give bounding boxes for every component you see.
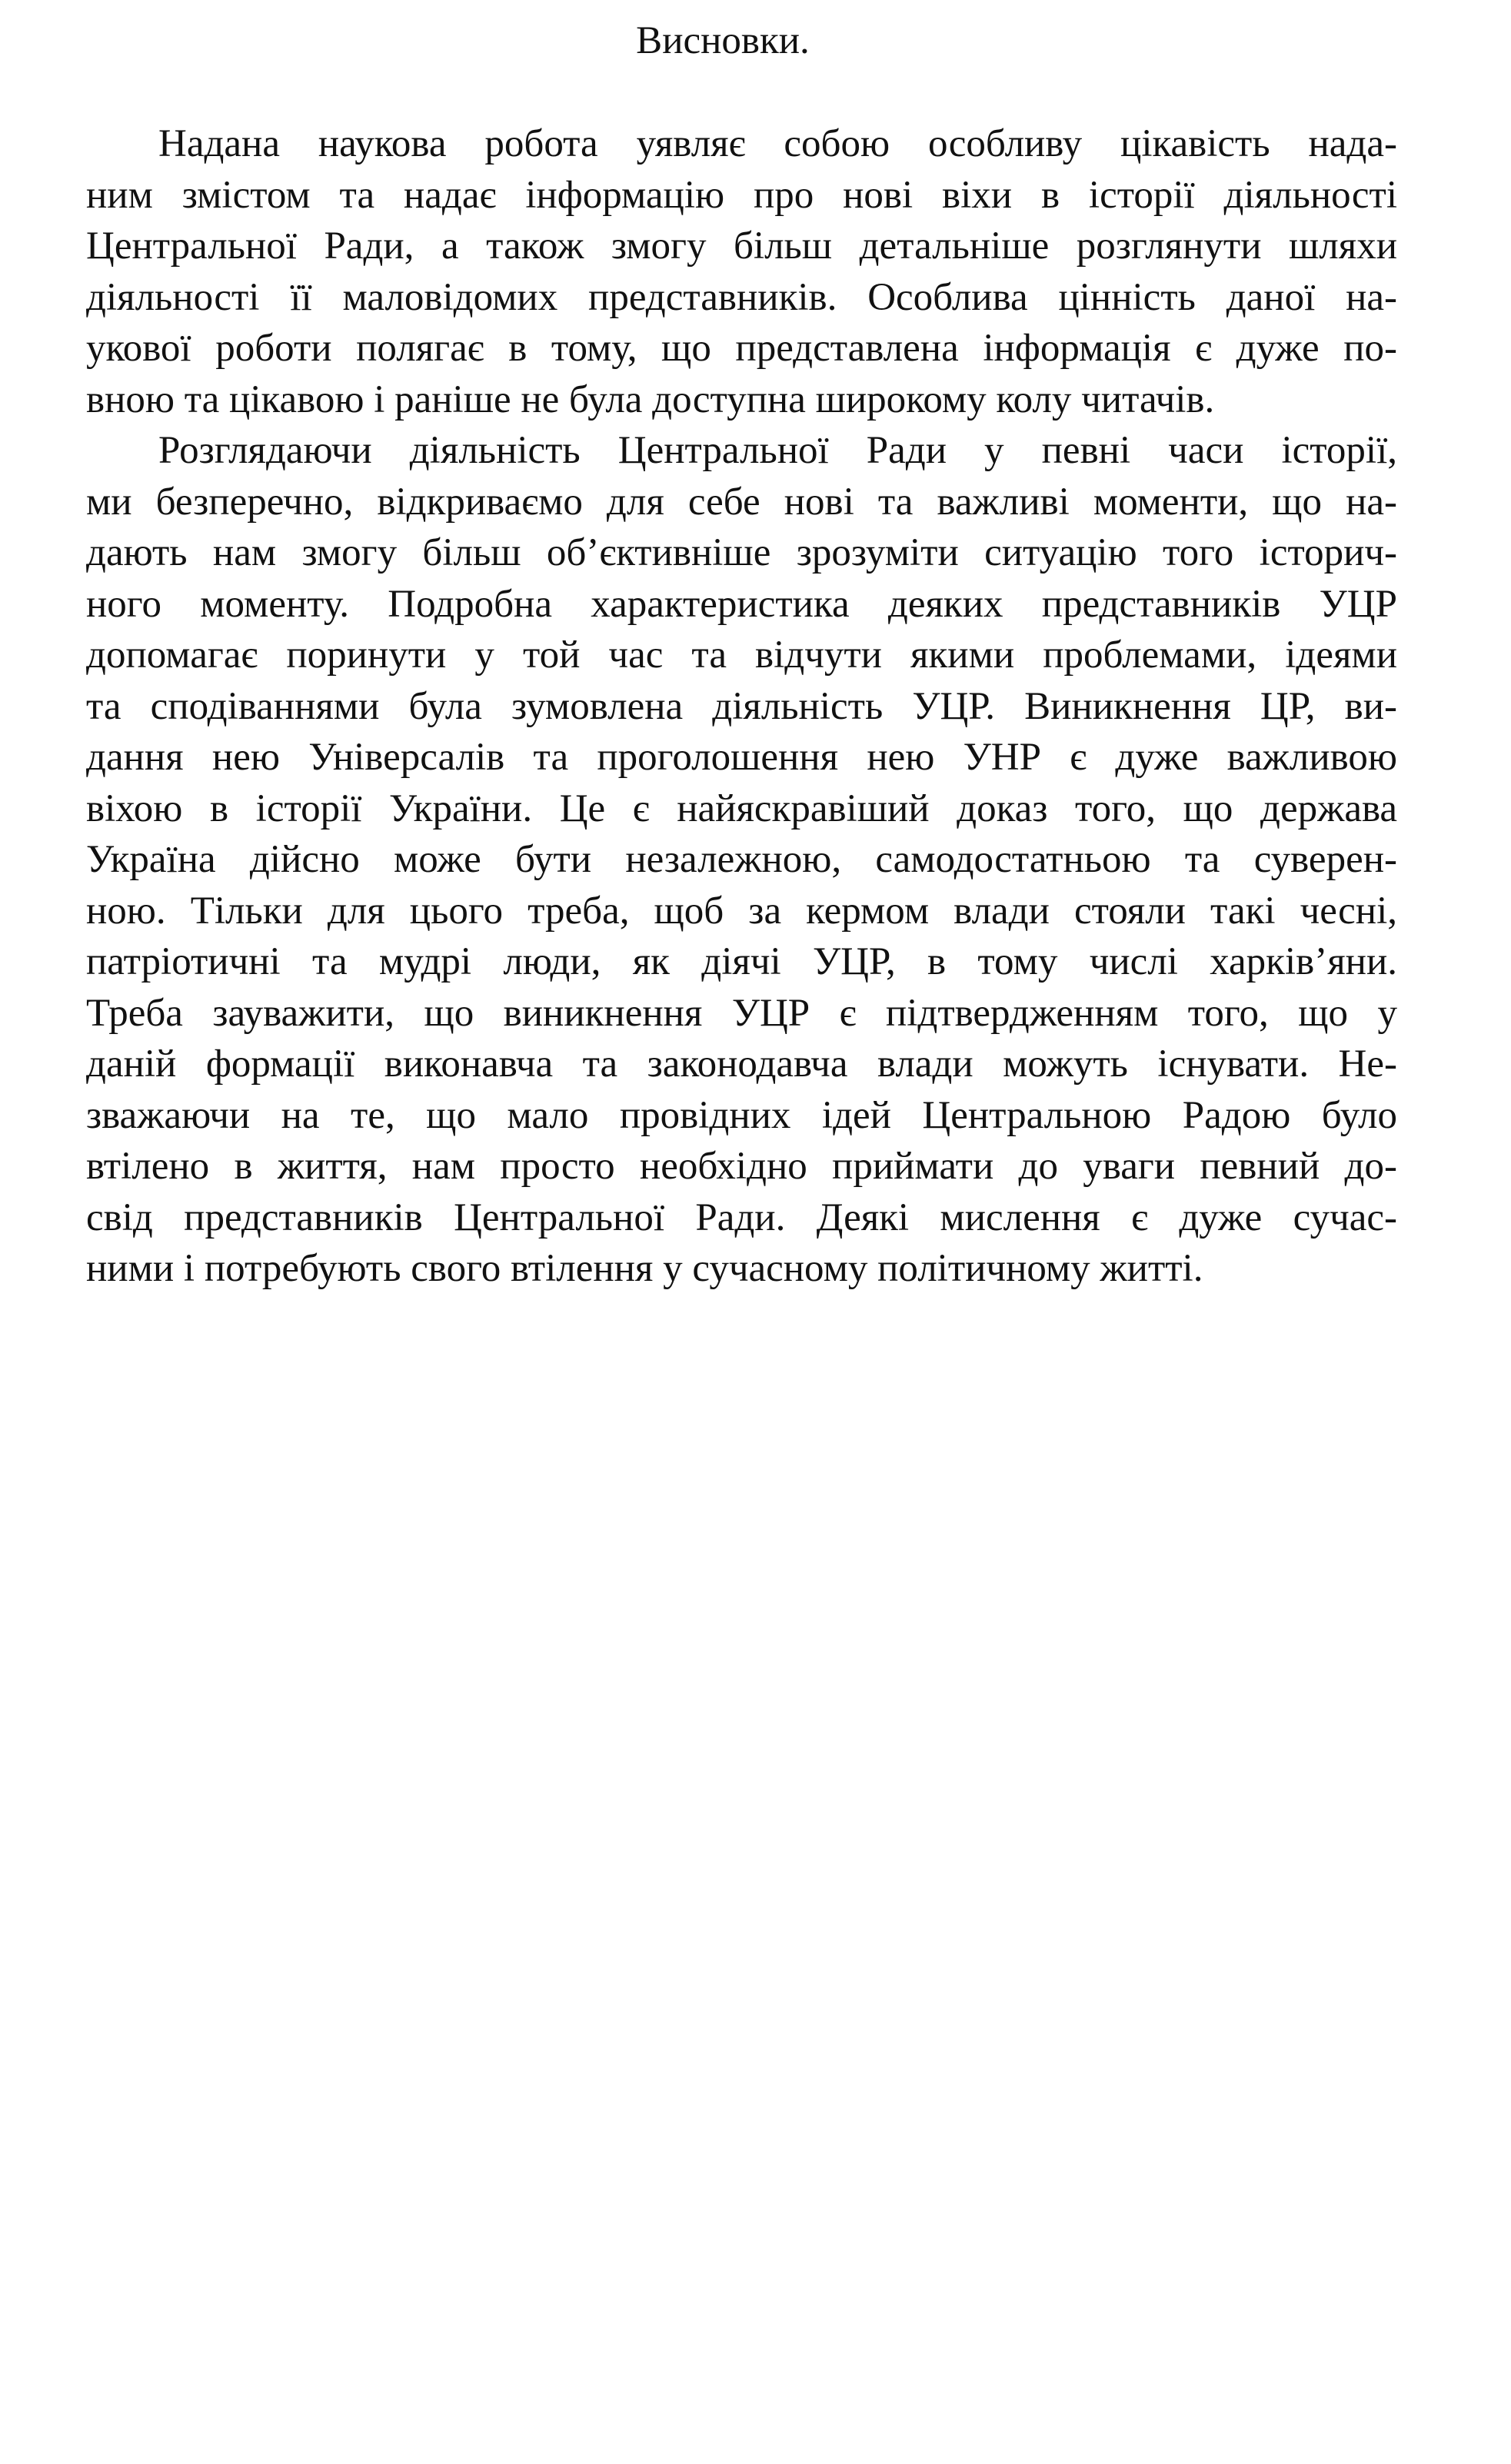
text-line: втілено в життя, нам просто необхідно приймати до уваги певний до- [86, 1145, 1397, 1188]
text-line: свід представників Центральної Ради. Деякі мислення є дуже сучас- [86, 1195, 1397, 1239]
text-line: Центральної Ради, а також змогу більш детальніше розглянути шляхи [86, 224, 1397, 268]
text-line: дання нею Універсалів та проголошення нею УНР є дуже важливою [86, 736, 1397, 779]
text-line: вною та цікавою і раніше не була доступна широкому колу читачів. [86, 377, 1215, 421]
text-line: Україна дійсно може бути незалежною, самодостатньою та суверен- [86, 838, 1397, 881]
text-line: Надана наукова робота уявляє собою особливу цікавість нада- [158, 122, 1397, 165]
text-line: ми безперечно, відкриваємо для себе нові та важливі моменти, що на- [86, 480, 1397, 524]
text-line: даній формації виконавча та законодавча влади можуть існувати. Не- [86, 1042, 1397, 1086]
text-line: ними і потребують свого втілення у сучасному політичному житті. [86, 1247, 1203, 1290]
text-line: укової роботи полягає в тому, що представлена інформація є дуже по- [86, 327, 1397, 370]
text-line: ним змістом та надає інформацію про нові віхи в історії діяльності [86, 173, 1397, 217]
text-line: діяльності її маловідомих представників. Особлива цінність даної на- [86, 275, 1397, 319]
text-line: віхою в історії України. Це є найяскравіший доказ того, що держава [86, 786, 1397, 830]
text-line: дають нам змогу більш об’єктивніше зрозуміти ситуацію того історич- [86, 531, 1397, 574]
text-line: допомагає поринути у той час та відчути якими проблемами, ідеями [86, 633, 1397, 677]
text-line: та сподіваннями була зумовлена діяльність УЦР. Виникнення ЦР, ви- [86, 684, 1397, 728]
text-line: ною. Тільки для цього треба, щоб за кермом влади стояли такі чесні, [86, 889, 1397, 933]
text-line: патріотичні та мудрі люди, як діячі УЦР, в тому числі харків’яни. [86, 940, 1397, 983]
text-line: ного моменту. Подробна характеристика деяких представників УЦР [86, 582, 1397, 626]
paragraph-1 [86, 118, 1397, 425]
body-text [86, 118, 1397, 1295]
text-line: зважаючи на те, що мало провідних ідей Центральною Радою було [86, 1093, 1397, 1137]
paragraph-2 [86, 425, 1397, 1295]
text-line: Розглядаючи діяльність Центральної Ради у певні часи історії, [158, 429, 1397, 472]
page-title: Висновки. [636, 19, 810, 62]
text-line: Треба зауважити, що виникнення УЦР є підтвердженням того, що у [86, 991, 1397, 1035]
